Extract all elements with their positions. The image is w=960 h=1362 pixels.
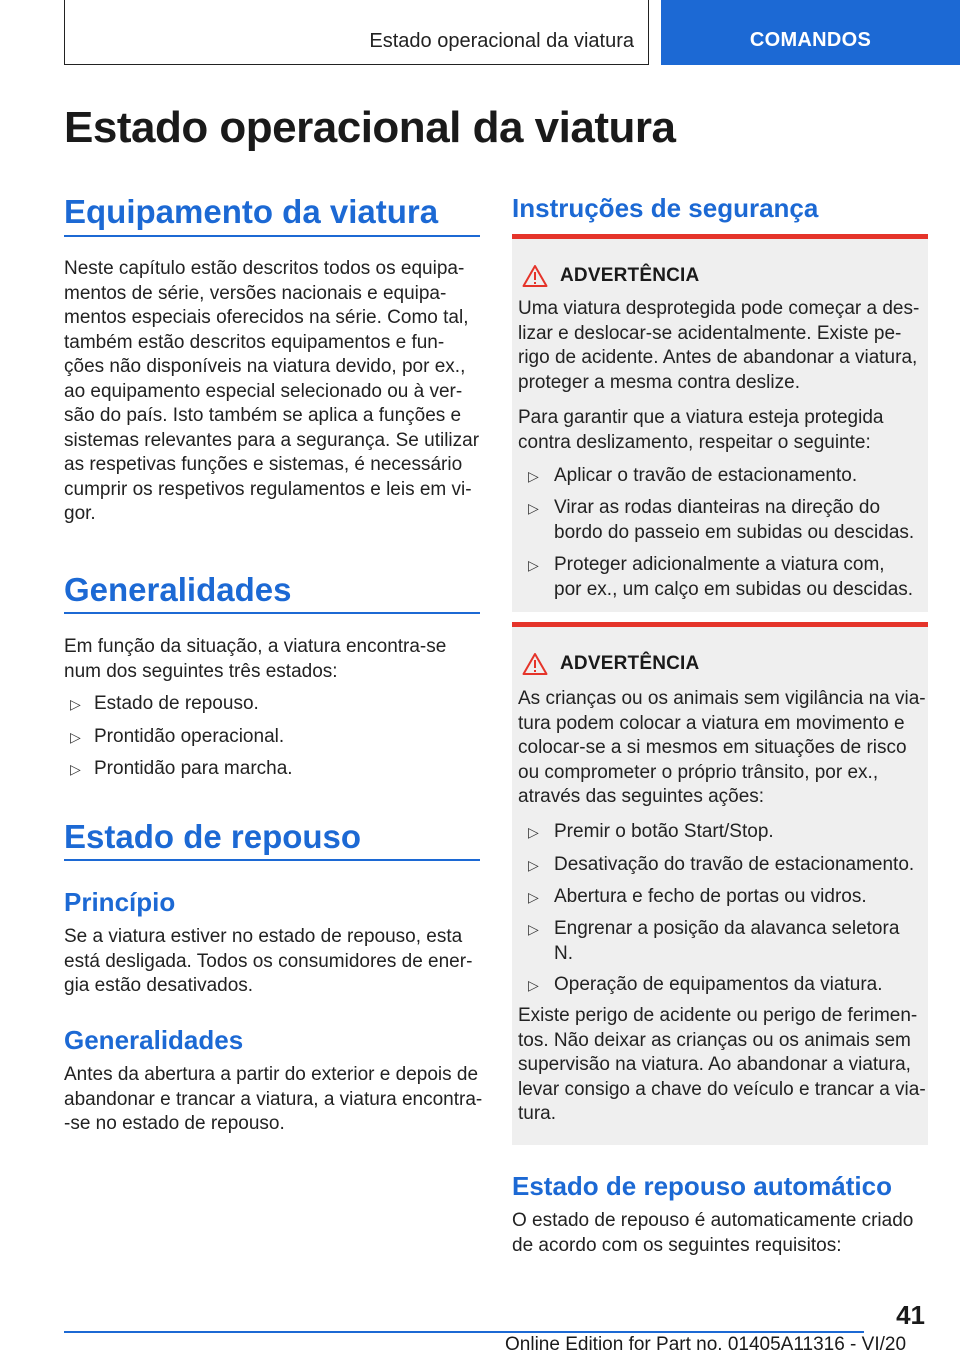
- text-line: supervisão na viatura. Ao abandonar a viatura,: [518, 1054, 911, 1075]
- list-item-text: Prontidão para marcha.: [94, 758, 293, 779]
- text-line: mentos de série, versões nacionais e equipa‐: [64, 282, 447, 304]
- warning-title: ADVERTÊNCIA: [560, 653, 700, 674]
- text-line: Proteger adicionalmente a viatura com,: [554, 554, 885, 575]
- running-header-title: Estado operacional da viatura: [369, 30, 634, 52]
- text-line: gia estão desativados.: [64, 975, 254, 996]
- list-item-text: [554, 917, 899, 966]
- list-item-text: [554, 496, 914, 545]
- text-line: bordo do passeio em subidas ou descidas.: [554, 521, 915, 543]
- equipment-paragraph: [64, 257, 480, 527]
- text-line: gor.: [64, 503, 96, 524]
- text-line: contra deslizamento, respeitar o seguinte:: [518, 431, 871, 453]
- principle-paragraph: [64, 925, 480, 999]
- list-item-text: Premir o botão Start/Stop.: [554, 821, 774, 842]
- text-line: sistemas relevantes para a segurança. Se utilizar: [64, 429, 480, 451]
- warning-triangle-icon: [522, 652, 548, 676]
- text-line: Uma viatura desprotegida pode começar a des‐: [518, 298, 920, 319]
- text-line: lizar e deslocar-se acidentalmente. Existe pe‐: [518, 322, 902, 344]
- text-line: Neste capítulo estão descritos todos os equipa‐: [64, 258, 465, 279]
- text-line: mentos especiais oferecidos na série. Como tal,: [64, 307, 469, 328]
- bullet-triangle-icon: ▷: [528, 468, 539, 484]
- bullet-triangle-icon: ▷: [528, 889, 539, 905]
- bullet-triangle-icon: ▷: [70, 696, 81, 712]
- text-line: as respetivas funções e sistemas, é necessário: [64, 454, 463, 475]
- text-line: -se no estado de repouso.: [64, 1113, 285, 1134]
- bullet-triangle-icon: ▷: [528, 977, 539, 993]
- text-line: de acordo com os seguintes requisitos:: [512, 1234, 842, 1256]
- list-item-text: Estado de repouso.: [94, 693, 259, 714]
- text-line: Engrenar a posição da alavanca seletora: [554, 918, 900, 939]
- text-line: O estado de repouso é automaticamente criado: [512, 1210, 914, 1231]
- text-line: tos. Não deixar as crianças ou os animais sem: [518, 1029, 911, 1051]
- text-line: Se a viatura estiver no estado de repouso, esta: [64, 926, 463, 947]
- general-paragraph: [64, 635, 480, 684]
- section-heading-equipment: Equipamento da viatura: [64, 193, 439, 230]
- auto-rest-paragraph: [512, 1209, 928, 1258]
- list-item-text: [554, 553, 913, 602]
- text-line: colocar-se a si mesmos em situações de risco: [518, 737, 907, 758]
- footer-edition: Online Edition for Part no. 01405A11316 - VI/20: [505, 1334, 907, 1355]
- rest-general-paragraph: [64, 1063, 483, 1137]
- warning-text: [518, 297, 922, 395]
- bullet-triangle-icon: ▷: [70, 761, 81, 777]
- text-line: N.: [554, 942, 573, 964]
- text-line: ções não disponíveis na viatura devido, por ex.,: [64, 356, 466, 377]
- text-line: através das seguintes ações:: [518, 786, 765, 807]
- heading-rule: [64, 235, 480, 237]
- bullet-triangle-icon: ▷: [528, 500, 539, 516]
- text-line: Antes da abertura a partir do exterior e depois de: [64, 1064, 479, 1085]
- page-number: 41: [896, 1300, 925, 1330]
- section-heading-rest-state: Estado de repouso: [64, 818, 362, 855]
- running-header: [64, 0, 649, 65]
- text-line: ou comprometer o próprio trânsito, por ex.,: [518, 761, 879, 783]
- text-line: Em função da situação, a viatura encontra-se: [64, 636, 447, 657]
- warning-box: [512, 622, 928, 1145]
- section-heading-general: Generalidades: [64, 571, 292, 608]
- footer-rule: [64, 1331, 864, 1333]
- subheading-principle: Princípio: [64, 887, 176, 917]
- text-line: rigo de acidente. Antes de abandonar a viatura,: [518, 347, 918, 368]
- list-item-text: Aplicar o travão de estacionamento.: [554, 465, 858, 486]
- text-line: levar consigo a chave do veículo e trancar a via‐: [518, 1078, 926, 1100]
- heading-rule: [64, 859, 480, 861]
- subheading-auto-rest: Estado de repouso automático: [512, 1171, 892, 1201]
- bullet-triangle-icon: ▷: [528, 557, 539, 573]
- text-line: por ex., um calço em subidas ou descidas.: [554, 578, 914, 600]
- warning-text: [518, 687, 926, 810]
- text-line: está desligada. Todos os consumidores de ener‐: [64, 950, 473, 972]
- bullet-triangle-icon: ▷: [528, 857, 539, 873]
- section-heading-safety: Instruções de segurança: [512, 193, 819, 223]
- text-line: Para garantir que a viatura esteja protegida: [518, 407, 884, 428]
- page-title: Estado operacional da viatura: [64, 103, 676, 152]
- text-line: ao equipamento especial selecionado ou à ver‐: [64, 380, 463, 402]
- warning-title: ADVERTÊNCIA: [560, 265, 700, 286]
- bullet-triangle-icon: ▷: [528, 921, 539, 937]
- text-line: tura.: [518, 1103, 557, 1124]
- text-line: são do país. Isto também se aplica a funções e: [64, 405, 462, 426]
- list-item-text: Operação de equipamentos da viatura.: [554, 974, 883, 995]
- list-item-text: Abertura e fecho de portas ou vidros.: [554, 886, 867, 907]
- list-item-text: Prontidão operacional.: [94, 726, 285, 747]
- text-line: também estão descritos equipamentos e fun‐: [64, 331, 445, 353]
- text-line: proteger a mesma contra deslize.: [518, 371, 800, 393]
- warning-box: [512, 234, 928, 612]
- bullet-triangle-icon: ▷: [528, 824, 539, 840]
- chapter-tab: [661, 0, 960, 65]
- text-line: cumprir os respetivos regulamentos e leis em vi‐: [64, 478, 472, 500]
- subheading-general: Generalidades: [64, 1025, 244, 1055]
- warning-triangle-icon: [522, 264, 548, 288]
- heading-rule: [64, 612, 480, 614]
- warning-text: [518, 1004, 926, 1127]
- warning-text: [518, 406, 922, 455]
- bullet-triangle-icon: ▷: [70, 729, 81, 745]
- text-line: num dos seguintes três estados:: [64, 660, 338, 682]
- text-line: As crianças ou os animais sem vigilância na via‐: [518, 688, 926, 709]
- text-line: tura podem colocar a viatura em movimento e: [518, 712, 905, 734]
- text-line: Existe perigo de acidente ou perigo de ferimen‐: [518, 1005, 918, 1026]
- text-line: abandonar e trancar a viatura, a viatura encontra‐: [64, 1088, 483, 1110]
- list-item-text: Desativação do travão de estacionamento.: [554, 854, 915, 875]
- chapter-tab-label: COMANDOS: [749, 29, 872, 51]
- text-line: Virar as rodas dianteiras na direção do: [554, 497, 881, 518]
